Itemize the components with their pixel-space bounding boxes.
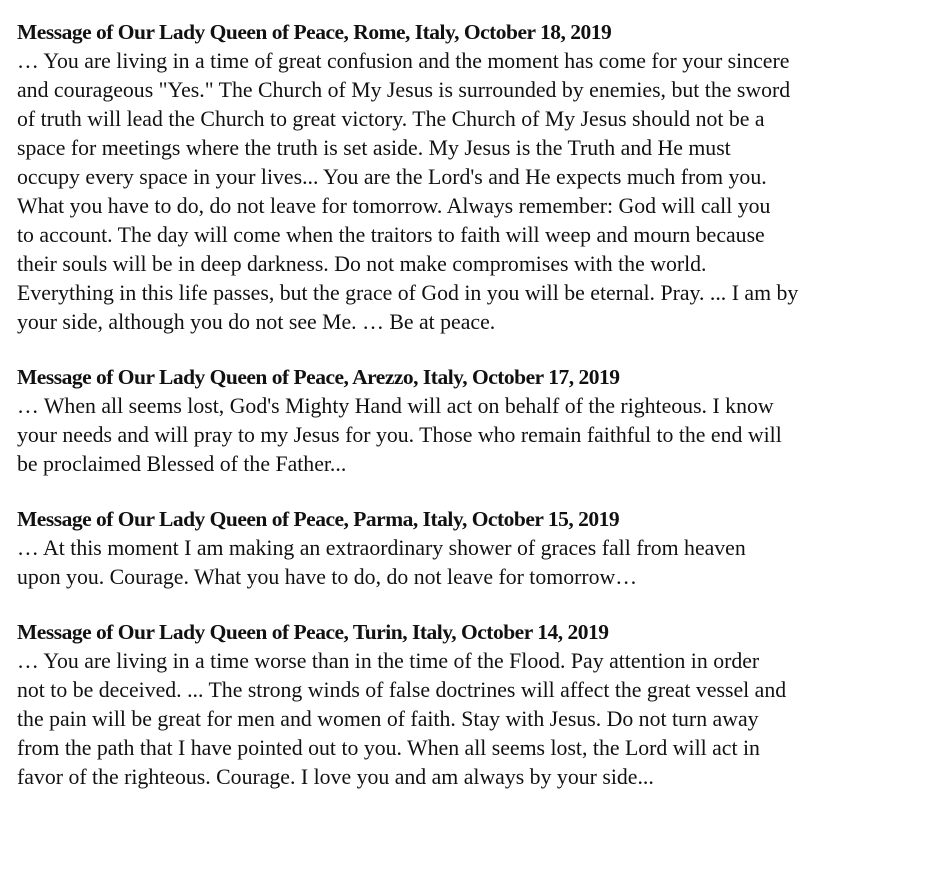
text-line: from the path that I have pointed out to you. When all seems lost, the Lord will act in: [17, 736, 760, 760]
text-line: occupy every space in your lives... You are the Lord's and He expects much from you.: [17, 165, 767, 189]
message-arezzo: [17, 363, 930, 479]
text-line: their souls will be in deep darkness. Do not make compromises with the world.: [17, 252, 707, 276]
text-line: … You are living in a time of great confusion and the moment has come for your sincere: [17, 49, 790, 73]
text-line: … When all seems lost, God's Mighty Hand will act on behalf of the righteous. I know: [17, 394, 774, 418]
message-body: [17, 647, 930, 792]
text-line: of truth will lead the Church to great victory. The Church of My Jesus should not be a: [17, 107, 765, 131]
text-line: space for meetings where the truth is set aside. My Jesus is the Truth and He must: [17, 136, 731, 160]
text-line: not to be deceived. ... The strong winds of false doctrines will affect the great vessel and: [17, 678, 787, 702]
message-parma: [17, 505, 930, 592]
text-line: and courageous "Yes." The Church of My Jesus is surrounded by enemies, but the sword: [17, 78, 791, 102]
text-line: be proclaimed Blessed of the Father...: [17, 452, 347, 476]
text-line: to account. The day will come when the traitors to faith will weep and mourn because: [17, 223, 765, 247]
text-line: What you have to do, do not leave for tomorrow. Always remember: God will call you: [17, 194, 771, 218]
text-line: the pain will be great for men and women of faith. Stay with Jesus. Do not turn away: [17, 707, 759, 731]
message-title: Message of Our Lady Queen of Peace, Parma, Italy, October 15, 2019: [17, 507, 620, 531]
message-turin: [17, 618, 930, 792]
text-line: favor of the righteous. Courage. I love you and am always by your side...: [17, 765, 654, 789]
message-body: [17, 534, 930, 592]
message-title: Message of Our Lady Queen of Peace, Rome, Italy, October 18, 2019: [17, 20, 612, 44]
message-title: Message of Our Lady Queen of Peace, Arezzo, Italy, October 17, 2019: [17, 365, 620, 389]
text-line: Everything in this life passes, but the grace of God in you will be eternal. Pray. ... I am by: [17, 281, 799, 305]
text-line: upon you. Courage. What you have to do, do not leave for tomorrow…: [17, 565, 638, 589]
text-line: your side, although you do not see Me. … Be at peace.: [17, 310, 496, 334]
message-rome: [17, 18, 930, 337]
message-body: [17, 392, 930, 479]
text-line: … You are living in a time worse than in the time of the Flood. Pay attention in order: [17, 649, 760, 673]
text-line: your needs and will pray to my Jesus for you. Those who remain faithful to the end will: [17, 423, 782, 447]
message-body: [17, 47, 930, 337]
message-title: Message of Our Lady Queen of Peace, Turin, Italy, October 14, 2019: [17, 620, 609, 644]
text-line: … At this moment I am making an extraordinary shower of graces fall from heaven: [17, 536, 746, 560]
